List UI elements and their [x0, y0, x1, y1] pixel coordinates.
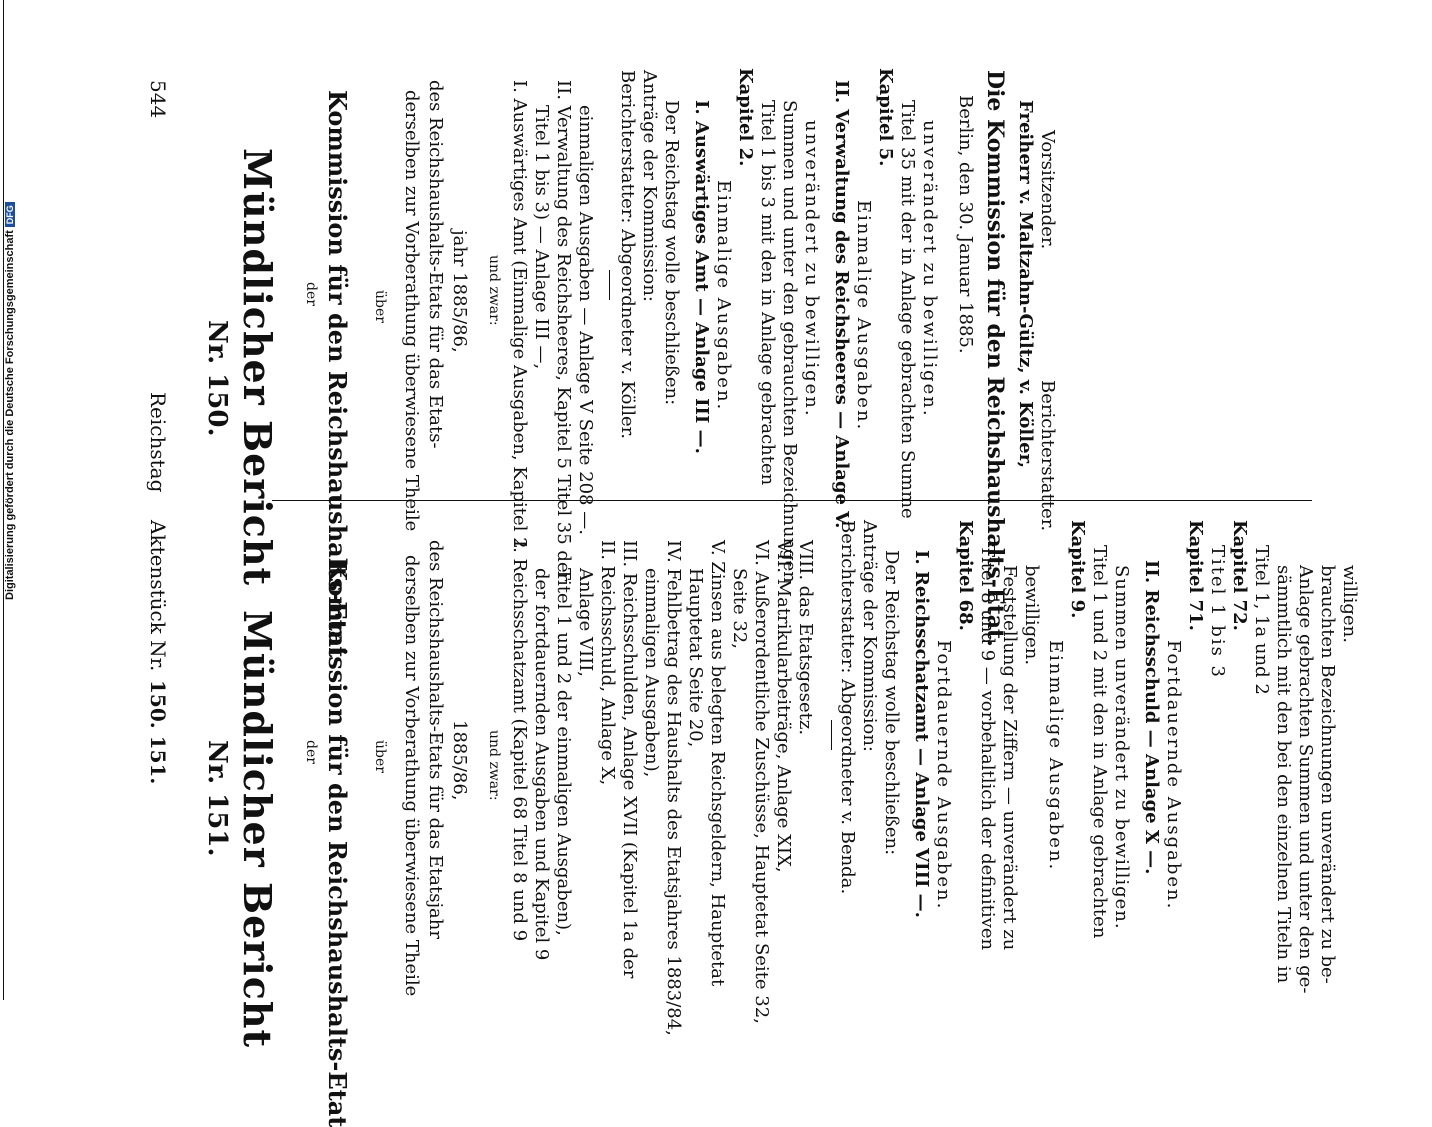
- section-150-1-sub: Einmalige Ausgaben.: [713, 180, 734, 412]
- items-151-10: Seite 32,: [729, 568, 750, 649]
- motion-151: Anträge der Kommission:: [859, 520, 880, 752]
- intro-150-line1: derselben zur Vorberathung überwiesene Theile: [401, 90, 422, 532]
- und-zwar-150: und zwar:: [486, 255, 502, 326]
- items-151-6: einmaligen Ausgaben),: [641, 568, 662, 778]
- column-separator-line: [272, 500, 1312, 501]
- digitization-credit: [4, 205, 22, 600]
- items-151-2: Titel 1 und 2 der einmaligen Ausgaben),: [553, 568, 574, 936]
- header-publication: Reichstag: [146, 392, 170, 493]
- kapitel-150-5: Kapitel 5.: [875, 68, 896, 167]
- items-151-4: II. Reichsschuld, Anlage X,: [597, 540, 618, 786]
- kapitel-150-2: Kapitel 2.: [735, 68, 756, 167]
- items-151-9: V. Zinsen aus belegten Reichsgeldern, Hauptetat: [707, 540, 728, 987]
- kapitel-151-68: Kapitel 68.: [955, 520, 976, 631]
- dfg-logo: DFG: [5, 202, 15, 227]
- section-150-2: II. Verwaltung des Reichsheeres — Anlage V.: [831, 80, 852, 529]
- kapitel-151-71: Kapitel 71.: [1185, 520, 1206, 631]
- report-number-151: Nr. 151.: [202, 740, 232, 857]
- intro-151-line3: 1885/86,: [449, 720, 470, 801]
- section-151-2-sub: Fortdauernde Ausgaben.: [1163, 640, 1184, 911]
- section-150-2-sub: Einmalige Ausgaben.: [853, 200, 874, 432]
- section-151-1-sub: Fortdauernde Ausgaben.: [933, 640, 954, 911]
- header-collection: Aktenstück Nr.: [146, 520, 170, 672]
- kapitel-151-9: Kapitel 9.: [1067, 520, 1088, 619]
- date-150: Berlin, den 30. Januar 1885.: [955, 95, 976, 354]
- signature-chair-150: Freiherr v. Maltzahn-Gültz,: [1015, 100, 1036, 374]
- kapitel-151-72-line5: willigen.: [1339, 565, 1360, 643]
- motion-150: Anträge der Kommission:: [639, 70, 660, 302]
- reporter-150: Berichterstatter: Abgeordneter v. Köller.: [617, 70, 638, 440]
- kapitel-150-5-line2: unverändert zu bewilligen.: [919, 120, 940, 418]
- intro-151-line1: derselben zur Vorberathung überwiesene Theile: [401, 555, 422, 997]
- kapitel-151-9-line1: Titel 1 und 2 mit den in Anlage gebrachten: [1089, 545, 1110, 939]
- kapitel-151-72-line3: Anlage gebrachten Summen und unter den ge-: [1295, 565, 1316, 994]
- items-151-3: Anlage VIII,: [575, 568, 596, 678]
- kapitel-151-72-line4: brauchten Bezeichnungen unverändert zu be-: [1317, 565, 1338, 984]
- item-150-1a: I. Auswärtiges Amt (Einmalige Ausgaben, Kapitel 2: [509, 80, 530, 549]
- items-151-1: der fortdauernden Ausgaben und Kapitel 9: [531, 568, 552, 961]
- kapitel-151-68-line1: Titel 8 und 9 — vorbehaltlich der definitiven: [977, 545, 998, 951]
- divider-150-a: [609, 270, 610, 300]
- kapitel-150-2-line1: Titel 1 bis 3 mit den in Anlage gebrachten: [757, 100, 778, 486]
- report-ueber-150: über: [372, 290, 388, 323]
- report-ueber-151: über: [372, 740, 388, 773]
- report-number-150: Nr. 150.: [202, 320, 232, 437]
- items-151-7: IV. Fehlbetrag des Haushalts des Etatsjahres 1883/84,: [663, 540, 684, 1036]
- und-zwar-151: und zwar:: [486, 730, 502, 801]
- kapitel-151-68-line2: Feststellung der Ziffern — unverändert zu: [999, 565, 1020, 951]
- kapitel-151-71-line: Titel 1 bis 3: [1207, 545, 1228, 679]
- header-numbers: 150. 151.: [146, 680, 170, 785]
- report-der-151: der: [303, 740, 319, 764]
- commission-name-150: Kommission für den Reichshaushalts-Etat: [323, 90, 352, 658]
- intro-151-line2: des Reichshaushalts-Etats für das Etatsjahr: [425, 540, 446, 939]
- kapitel-150-2-line3: unverändert zu bewilligen.: [801, 120, 822, 418]
- resolve-150: Der Reichstag wolle beschließen:: [661, 100, 682, 406]
- item-150-2a: II. Verwaltung des Reichsheeres, Kapitel 5 Titel 35 der: [553, 80, 574, 582]
- credit-text: Digitalisierung gefördert durch die Deutsche Forschungsgemeinschaft: [4, 230, 16, 600]
- items-151-13: VIII. das Etatsgesetz.: [795, 540, 816, 736]
- kapitel-151-72-line1: Titel 1, 1a und 2: [1251, 545, 1272, 695]
- kapitel-151-68-line3: bewilligen.: [1021, 565, 1042, 666]
- intro-150-line2: des Reichshaushalts-Etats für das Etats-: [425, 80, 446, 449]
- items-151-8: Hauptetat Seite 20,: [685, 568, 706, 748]
- report-title-150: Mündlicher Bericht: [235, 148, 280, 587]
- item-150-2b: einmaligen Ausgaben — Anlage V Seite 208 —.: [575, 105, 596, 535]
- intro-150-line3: jahr 1885/86,: [449, 230, 470, 353]
- reporter-151: Berichterstatter: Abgeordneter v. Benda.: [837, 520, 858, 895]
- item-150-1b: Titel 1 bis 3) — Anlage III —,: [531, 105, 552, 370]
- section-151-2: II. Reichsschuld — Anlage X —.: [1141, 560, 1162, 875]
- resolve-151: Der Reichstag wolle beschließen:: [881, 550, 902, 856]
- page-number: 544: [146, 80, 170, 119]
- items-151-12: VII. Matrikularbeiträge, Anlage XIX,: [773, 540, 794, 873]
- closing-150: Die Kommission für den Reichshaushalts-Etat.: [982, 70, 1008, 647]
- divider-151-a: [831, 720, 832, 750]
- report-title-151: Mündlicher Bericht: [235, 610, 280, 1049]
- signature-reporter-150: v. Köller,: [1015, 380, 1036, 469]
- report-der-150: der: [303, 282, 319, 306]
- signature-reporter-role-150: Berichterstatter.: [1037, 380, 1058, 532]
- section-150-1: I. Auswärtiges Amt — Anlage III —.: [691, 100, 712, 454]
- kapitel-150-2-line2: Summen und unter den gebrauchten Bezeichnungen: [779, 100, 800, 583]
- kapitel-151-72-line2: sämmtlich mit den bei den einzelnen Titeln in: [1273, 565, 1294, 984]
- commission-name-151: Kommission für den Reichshaushalts-Etat: [323, 560, 352, 1127]
- kapitel-151-9-line2: Summen unverändert zu bewilligen.: [1111, 565, 1132, 930]
- items-151-11: VI. Außerordentliche Zuschüsse, Hauptetat Seite 32,: [751, 540, 772, 1024]
- signature-chair-role-150: Vorsitzender.: [1037, 130, 1058, 250]
- kapitel-150-5-line1: Titel 35 mit der in Anlage gebrachten Summe: [897, 100, 918, 519]
- kapitel-151-72: Kapitel 72.: [1229, 520, 1250, 631]
- section-151-1: I. Reichsschatzamt — Anlage VIII —.: [911, 550, 932, 918]
- section-151-1-sub2: Einmalige Ausgaben.: [1045, 640, 1066, 872]
- items-151-5: III. Reichsschulden, Anlage XVII (Kapitel 1a der: [619, 540, 640, 979]
- items-151-0: I. Reichsschatzamt (Kapitel 68 Titel 8 und 9: [509, 540, 530, 942]
